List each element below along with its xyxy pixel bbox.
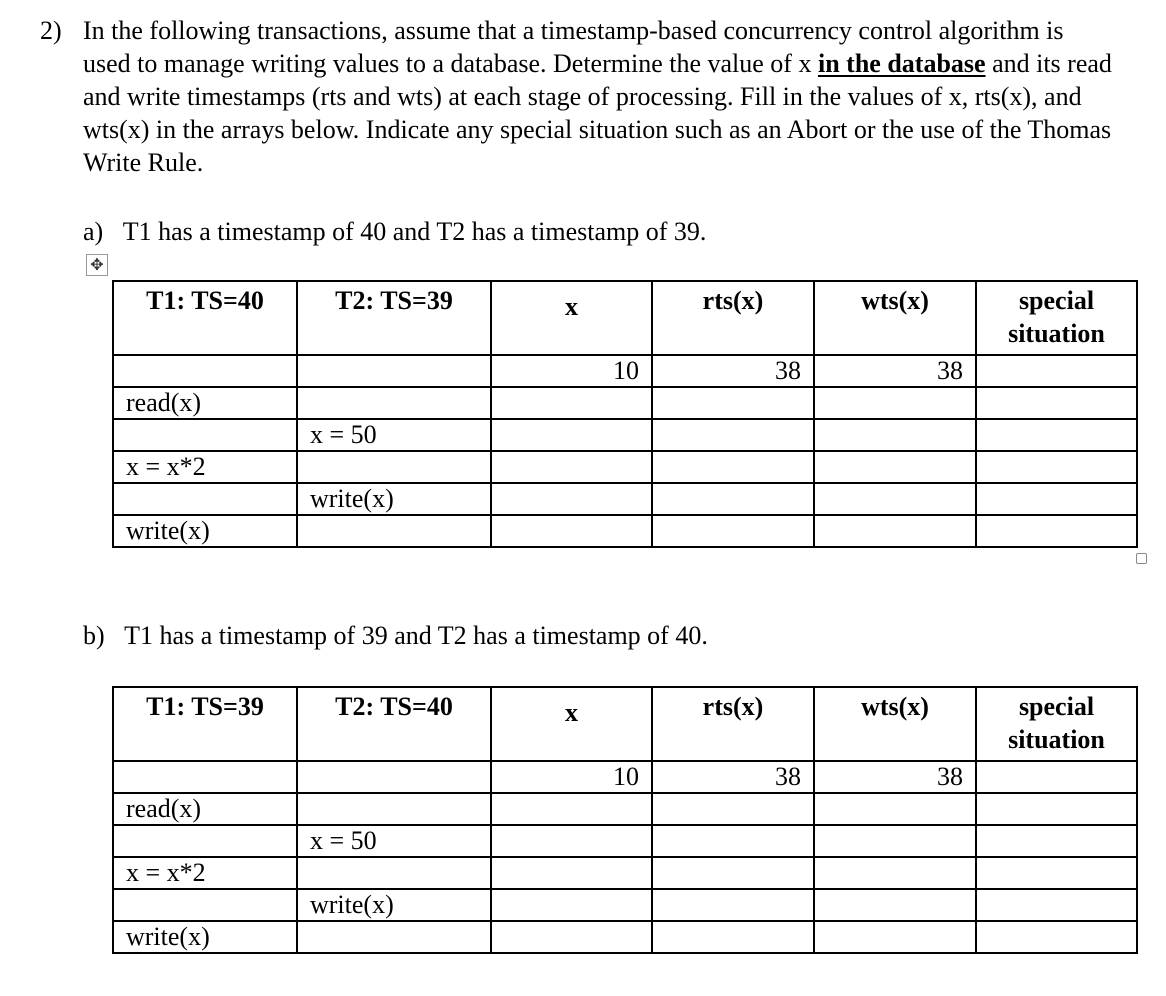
cell-wts[interactable]: 38 <box>814 355 976 387</box>
table-row <box>113 355 1137 387</box>
header-rts: rts(x) <box>652 281 814 355</box>
cell-x[interactable] <box>491 387 652 419</box>
table-row <box>113 761 1137 793</box>
cell-rts[interactable] <box>652 419 814 451</box>
cell-wts[interactable] <box>814 515 976 547</box>
cell-t1[interactable]: write(x) <box>113 921 297 953</box>
cell-t2[interactable]: x = 50 <box>297 419 491 451</box>
question-emphasis: in the database <box>817 49 986 78</box>
question-text-after: and its read and write timestamps (rts and wts) at each stage of processing. Fill in the values of x, rts(x), and wts(x) in the arrays below. Indicate any special situation such as an Abort or the use of the Thomas Write Rule. <box>83 49 1112 177</box>
header-wts: wts(x) <box>814 281 976 355</box>
cell-rts[interactable] <box>652 793 814 825</box>
header-special: special situation <box>976 281 1137 355</box>
cell-x[interactable] <box>491 921 652 953</box>
cell-rts[interactable] <box>652 451 814 483</box>
cell-wts[interactable] <box>814 793 976 825</box>
cell-t1[interactable]: read(x) <box>113 793 297 825</box>
cell-special[interactable] <box>976 419 1137 451</box>
question-text-before: In the following transactions, assume that a timestamp-based concurrency control algorithm is used to manage writing values to a database. Determine the value of x <box>83 16 1064 78</box>
question-2 <box>40 14 1140 179</box>
cell-x[interactable] <box>491 483 652 515</box>
cell-x[interactable]: 10 <box>491 355 652 387</box>
cell-t2[interactable] <box>297 355 491 387</box>
header-t1: T1: TS=39 <box>113 687 297 761</box>
cell-special[interactable] <box>976 889 1137 921</box>
question-text <box>83 14 1113 179</box>
cell-t1[interactable]: x = x*2 <box>113 857 297 889</box>
cell-x[interactable] <box>491 419 652 451</box>
cell-special[interactable] <box>976 483 1137 515</box>
cell-wts[interactable] <box>814 451 976 483</box>
cell-wts[interactable] <box>814 857 976 889</box>
cell-special[interactable] <box>976 857 1137 889</box>
cell-t2[interactable]: write(x) <box>297 483 491 515</box>
cell-wts[interactable]: 38 <box>814 761 976 793</box>
table-row <box>113 483 1137 515</box>
header-x: x <box>491 687 652 761</box>
part-a-label: a) T1 has a timestamp of 40 and T2 has a timestamp of 39. <box>83 217 707 246</box>
cell-t1[interactable] <box>113 889 297 921</box>
cell-wts[interactable] <box>814 889 976 921</box>
cell-rts[interactable] <box>652 387 814 419</box>
table-resize-handle[interactable] <box>1136 553 1147 564</box>
cell-special[interactable] <box>976 451 1137 483</box>
cell-wts[interactable] <box>814 387 976 419</box>
cell-wts[interactable] <box>814 921 976 953</box>
cell-rts[interactable] <box>652 515 814 547</box>
cell-special[interactable] <box>976 793 1137 825</box>
cell-t1[interactable]: x = x*2 <box>113 451 297 483</box>
table-row <box>113 515 1137 547</box>
cell-t1[interactable] <box>113 483 297 515</box>
cell-rts[interactable] <box>652 921 814 953</box>
cell-t1[interactable]: read(x) <box>113 387 297 419</box>
cell-rts[interactable]: 38 <box>652 761 814 793</box>
cell-t1[interactable] <box>113 419 297 451</box>
table-row <box>113 921 1137 953</box>
cell-special[interactable] <box>976 387 1137 419</box>
cell-t1[interactable]: write(x) <box>113 515 297 547</box>
cell-x[interactable] <box>491 857 652 889</box>
cell-t2[interactable]: x = 50 <box>297 825 491 857</box>
cell-rts[interactable] <box>652 857 814 889</box>
cell-special[interactable] <box>976 515 1137 547</box>
cell-t2[interactable] <box>297 515 491 547</box>
cell-special[interactable] <box>976 355 1137 387</box>
header-row <box>113 281 1137 355</box>
cell-x[interactable] <box>491 825 652 857</box>
cell-rts[interactable]: 38 <box>652 355 814 387</box>
header-t1: T1: TS=40 <box>113 281 297 355</box>
cell-x[interactable] <box>491 889 652 921</box>
header-wts: wts(x) <box>814 687 976 761</box>
table-part-b <box>112 686 1138 954</box>
cell-t1[interactable] <box>113 825 297 857</box>
cell-wts[interactable] <box>814 419 976 451</box>
cell-x[interactable] <box>491 451 652 483</box>
cell-t2[interactable] <box>297 793 491 825</box>
cell-t1[interactable] <box>113 355 297 387</box>
header-special: special situation <box>976 687 1137 761</box>
cell-special[interactable] <box>976 921 1137 953</box>
header-t2: T2: TS=39 <box>297 281 491 355</box>
cell-t2[interactable] <box>297 387 491 419</box>
header-t2: T2: TS=40 <box>297 687 491 761</box>
cell-x[interactable]: 10 <box>491 761 652 793</box>
table-row <box>113 793 1137 825</box>
part-b-label: b) T1 has a timestamp of 39 and T2 has a timestamp of 40. <box>83 621 708 650</box>
table-part-a <box>112 280 1138 548</box>
table-row <box>113 889 1137 921</box>
cell-special[interactable] <box>976 825 1137 857</box>
cell-x[interactable] <box>491 515 652 547</box>
cell-t2[interactable] <box>297 857 491 889</box>
cell-t2[interactable] <box>297 451 491 483</box>
cell-rts[interactable] <box>652 889 814 921</box>
cell-x[interactable] <box>491 793 652 825</box>
cell-wts[interactable] <box>814 825 976 857</box>
header-rts: rts(x) <box>652 687 814 761</box>
cell-wts[interactable] <box>814 483 976 515</box>
cell-t2[interactable] <box>297 921 491 953</box>
cell-rts[interactable] <box>652 825 814 857</box>
table-move-handle-icon[interactable]: ✥ <box>86 254 108 276</box>
cell-t1[interactable] <box>113 761 297 793</box>
table-row <box>113 419 1137 451</box>
header-x: x <box>491 281 652 355</box>
cell-t2[interactable]: write(x) <box>297 889 491 921</box>
table-row <box>113 387 1137 419</box>
cell-rts[interactable] <box>652 483 814 515</box>
cell-t2[interactable] <box>297 761 491 793</box>
table-row <box>113 857 1137 889</box>
table-row <box>113 451 1137 483</box>
question-number: 2) <box>40 16 62 45</box>
header-row <box>113 687 1137 761</box>
cell-special[interactable] <box>976 761 1137 793</box>
table-row <box>113 825 1137 857</box>
